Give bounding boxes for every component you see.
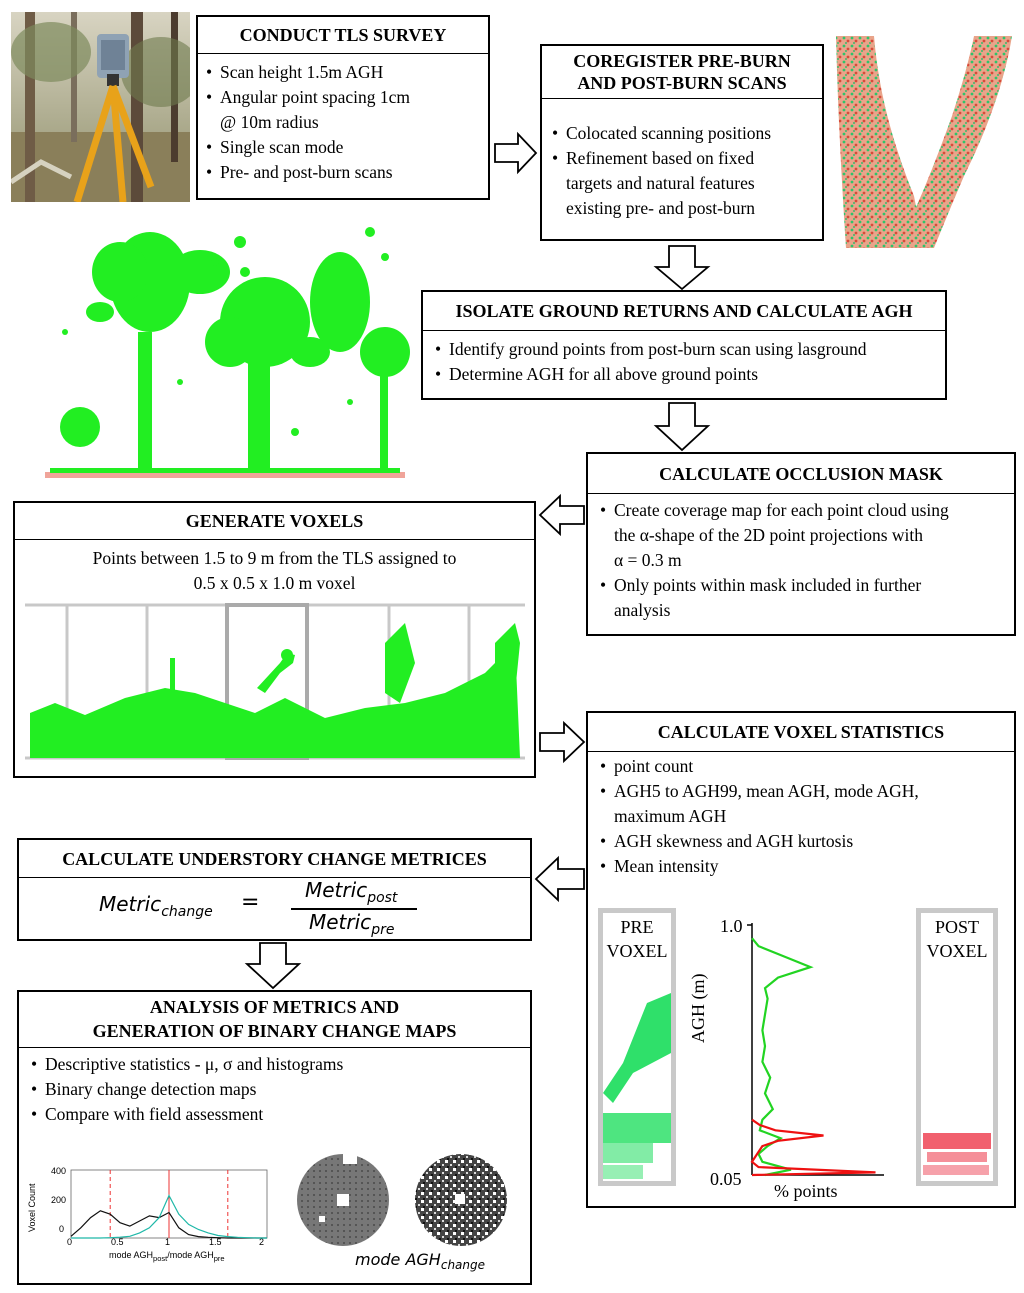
list-item: maximum AGH	[614, 806, 727, 826]
agh-profile-chart	[752, 923, 887, 1178]
agh-axis-label: AGH (m)	[688, 973, 708, 1043]
pre-voxel-label-line2: VOXEL	[606, 941, 668, 961]
pre-voxel-points	[603, 993, 671, 1183]
analysis-box	[17, 990, 532, 1285]
voxel-strip	[25, 603, 525, 758]
list-item: • Mean intensity	[598, 854, 1008, 879]
generate-voxels-text-line2: 0.5 x 0.5 x 1.0 m voxel	[193, 573, 356, 593]
fraction-numerator	[305, 878, 397, 906]
arrow-down-icon	[654, 402, 710, 452]
binary-change-map-1	[295, 1152, 391, 1248]
list-item: • Identify ground points from post-burn scan using lasground	[433, 337, 939, 362]
equals-sign: =	[241, 890, 260, 915]
lhs-sub: change	[161, 904, 213, 920]
hist-xtick: 2	[259, 1237, 265, 1247]
arrow-left-icon	[534, 857, 586, 901]
list-item: the α-shape of the 2D point projections with	[614, 525, 924, 545]
points-axis-label: % points	[774, 1181, 838, 1201]
hist-xtick: 1	[165, 1237, 171, 1247]
list-item: • AGH skewness and AGH kurtosis	[598, 829, 1008, 854]
analysis-list	[19, 1048, 530, 1127]
list-item: • Only points within mask included in further	[598, 573, 1008, 598]
post-voxel-column	[916, 908, 998, 1186]
generate-voxels-box	[13, 501, 536, 778]
map-caption-text: mode AGH	[355, 1250, 441, 1269]
num-text: Metric	[305, 878, 368, 902]
agh-top-tick: 1.0	[720, 916, 743, 936]
list-item: • Refinement based on fixed	[550, 146, 816, 171]
occlusion-mask-title: CALCULATE OCCLUSION MASK	[588, 454, 1014, 494]
coregister-title-line2: AND POST-BURN SCANS	[577, 73, 787, 93]
histogram-chart	[71, 1170, 267, 1238]
fraction-denominator	[309, 910, 394, 938]
post-voxel-points	[921, 1128, 993, 1186]
list-item: • Determine AGH for all above ground points	[433, 362, 939, 387]
hist-xtick: 0	[67, 1237, 73, 1247]
voxel-stats-box	[586, 711, 1016, 1208]
arrow-down-icon	[654, 245, 710, 291]
analysis-title	[19, 992, 530, 1048]
hist-ytick: 0	[59, 1224, 65, 1234]
list-item: • AGH5 to AGH99, mean AGH, mode AGH,	[598, 779, 1008, 804]
list-item: • Pre- and post-burn scans	[204, 160, 482, 185]
pre-voxel-label	[603, 913, 671, 963]
change-metrics-title: CALCULATE UNDERSTORY CHANGE METRICES	[19, 840, 530, 878]
tls-survey-title: CONDUCT TLS SURVEY	[198, 17, 488, 54]
list-item: • point count	[598, 754, 1008, 779]
list-item: • Compare with field assessment	[29, 1102, 524, 1127]
hist-xlabel-b: /mode AGH	[167, 1250, 214, 1260]
occlusion-mask-box	[586, 452, 1016, 636]
list-item: @ 10m radius	[220, 112, 319, 132]
coregister-list	[542, 99, 822, 221]
change-metrics-box	[17, 838, 532, 941]
voxel-stats-title: CALCULATE VOXEL STATISTICS	[588, 713, 1014, 752]
generate-voxels-text-line1: Points between 1.5 to 9 m from the TLS assigned to	[92, 548, 457, 568]
coregistered-point-cloud	[834, 36, 1014, 248]
binary-map-caption	[355, 1250, 485, 1272]
den-text: Metric	[309, 910, 372, 934]
list-item: targets and natural features	[566, 173, 755, 193]
coregister-title	[542, 46, 822, 99]
generate-voxels-text	[15, 540, 534, 596]
hist-xlabel-b-sub: pre	[213, 1253, 225, 1263]
post-voxel-label-line1: POST	[934, 917, 979, 937]
map-caption-sub: change	[440, 1258, 486, 1273]
pre-voxel-label-line1: PRE	[620, 917, 654, 937]
arrow-right-icon	[494, 133, 538, 173]
occlusion-mask-list	[588, 494, 1014, 623]
isolate-ground-box	[421, 290, 947, 400]
arrow-left-icon	[538, 495, 586, 535]
histogram-ylabel: Voxel Count	[27, 1183, 37, 1232]
isolate-ground-list	[423, 331, 945, 387]
list-item: analysis	[614, 600, 671, 620]
hist-ytick: 200	[51, 1195, 67, 1205]
arrow-down-icon	[245, 942, 301, 990]
tls-survey-list	[198, 54, 488, 185]
binary-change-map-2	[413, 1152, 509, 1248]
list-item: • Create coverage map for each point cloud using	[598, 498, 1008, 523]
lhs-text: Metric	[99, 892, 162, 916]
pre-voxel-column	[598, 908, 676, 1186]
voxel-stats-list	[588, 752, 1014, 879]
coregister-box	[540, 44, 824, 241]
post-voxel-label	[921, 913, 993, 963]
analysis-title-line2: GENERATION OF BINARY CHANGE MAPS	[92, 1021, 457, 1041]
list-item: • Scan height 1.5m AGH	[204, 60, 482, 85]
analysis-title-line1: ANALYSIS OF METRICS AND	[149, 997, 400, 1017]
generate-voxels-title: GENERATE VOXELS	[15, 503, 534, 540]
post-voxel-label-line2: VOXEL	[926, 941, 988, 961]
list-item: • Single scan mode	[204, 135, 482, 160]
list-item: • Binary change detection maps	[29, 1077, 524, 1102]
series-line-post	[752, 1120, 876, 1175]
hist-xlabel-a-sub: post	[153, 1253, 168, 1263]
list-item: existing pre- and post-burn	[566, 198, 756, 218]
list-item: • Angular point spacing 1cm	[204, 85, 482, 110]
metric-change-lhs	[99, 892, 213, 920]
arrow-right-icon	[538, 722, 586, 762]
tls-survey-box	[196, 15, 490, 200]
coregister-title-line1: COREGISTER PRE-BURN	[573, 51, 791, 71]
hist-ytick: 400	[51, 1166, 67, 1176]
list-item: • Descriptive statistics - μ, σ and histograms	[29, 1052, 524, 1077]
hist-xlabel-a: mode AGH	[109, 1250, 154, 1260]
hist-xtick: 1.5	[209, 1237, 222, 1247]
agh-bottom-tick: 0.05	[710, 1169, 742, 1189]
num-sub: post	[367, 890, 398, 906]
tree-point-cloud	[40, 222, 410, 482]
list-item: • Colocated scanning positions	[550, 121, 816, 146]
den-sub: pre	[371, 922, 395, 938]
hist-xtick: 0.5	[111, 1237, 124, 1247]
tls-photo	[11, 12, 190, 202]
list-item: α = 0.3 m	[614, 550, 682, 570]
isolate-ground-title: ISOLATE GROUND RETURNS AND CALCULATE AGH	[423, 292, 945, 331]
histogram-xlabel	[109, 1250, 225, 1263]
